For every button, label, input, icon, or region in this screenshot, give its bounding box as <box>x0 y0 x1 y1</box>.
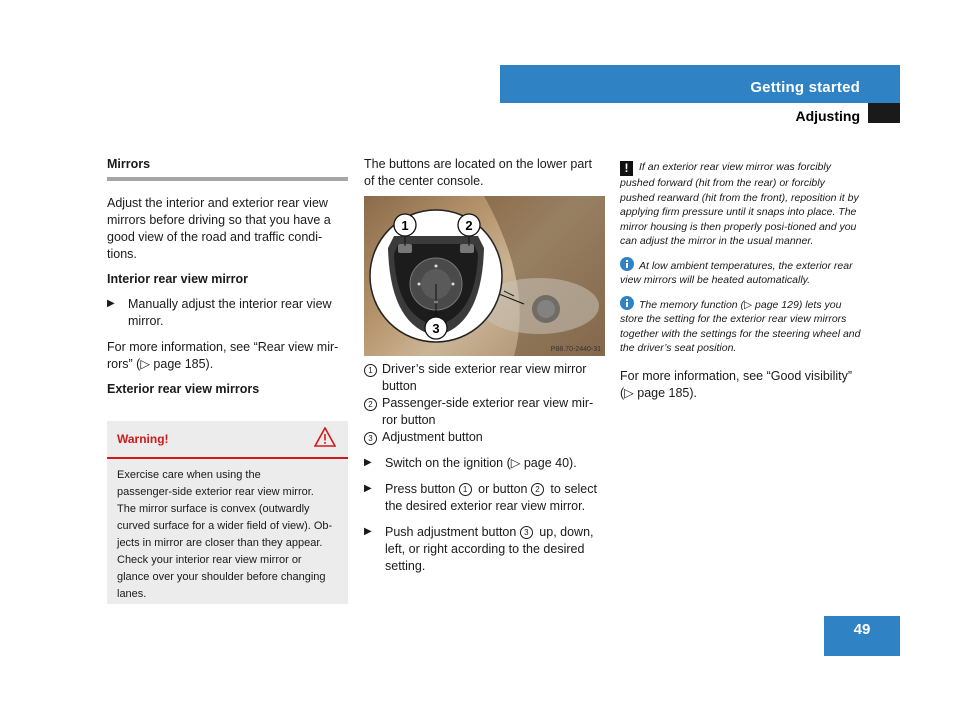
note-text: If an exterior rear view mirror was forcibly pushed forward (hit from the rear) or forcibly pushed rearward (hit from the front), reposition it by applying firm pressure until it snaps into place. The mirror housing is then properly posi-tioned and you can adjust the mirror in the usual manner. <box>620 161 859 247</box>
step-switch-ignition <box>364 455 605 472</box>
step-text: Push adjustment button <box>385 525 520 539</box>
legend-item <box>364 361 605 395</box>
callout-2: 2 <box>465 218 473 233</box>
warning-header <box>107 421 348 459</box>
interior-mirror-heading: Interior rear view mirror <box>107 272 249 286</box>
good-visibility-more-info: For more information, see “Good visibility” (▷ page 185). <box>620 368 853 400</box>
info-icon <box>620 257 634 271</box>
warning-line: lanes. <box>117 588 147 600</box>
exclamation-icon: ! <box>620 161 633 176</box>
interior-mirror-more-info: For more information, see “Rear view mir-rors” (▷ page 185). <box>107 340 339 371</box>
mirror-control-figure <box>364 196 605 356</box>
warning-title: Warning! <box>117 432 169 446</box>
interior-mirror-step <box>107 296 348 330</box>
buttons-location-text: The buttons are located on the lower part of the center console. <box>364 157 592 188</box>
warning-body <box>107 459 348 603</box>
step-text: Switch on the ignition (▷ page 40). <box>385 456 577 470</box>
legend-item <box>364 429 605 446</box>
info-icon <box>620 296 634 310</box>
legend-number: 2 <box>364 398 377 411</box>
bullet-arrow-icon: ▶ <box>107 298 115 309</box>
legend-text: Driver’s side exterior rear view mirror button <box>382 362 587 393</box>
step-text: or button <box>474 482 531 496</box>
legend-number: 1 <box>364 364 377 377</box>
inline-number: 1 <box>459 483 472 496</box>
note-text: The memory function (▷ page 129) lets you store the setting for the exterior rear view mirrors together with the settings for the steering wheel and the driver’s seat position. <box>620 298 861 354</box>
warning-line: Exercise care when using the <box>117 469 261 481</box>
warning-line: jects in mirror are closer than they appear. <box>117 537 323 549</box>
warning-triangle-icon <box>314 427 336 452</box>
subsection-title: Adjusting <box>795 108 860 124</box>
inline-number: 2 <box>531 483 544 496</box>
legend-item <box>364 395 605 429</box>
page-number: 49 <box>853 621 871 638</box>
step-press-button <box>364 481 605 515</box>
step-text: to select the desired exterior rear view mirror. <box>385 482 597 513</box>
page-number-box <box>824 616 900 656</box>
callout-3: 3 <box>432 321 440 336</box>
mirrors-intro: Adjust the interior and exterior rear view mirrors before driving so that you have a good view of the road and traffic condi-tions. <box>107 196 331 261</box>
warning-box <box>107 421 348 604</box>
heading-rule <box>107 177 348 181</box>
callout-1: 1 <box>401 218 409 233</box>
note-heated-mirrors <box>620 257 862 288</box>
legend-number: 3 <box>364 432 377 445</box>
exterior-mirror-heading: Exterior rear view mirrors <box>107 382 260 396</box>
warning-line: Check your interior rear view mirror or <box>117 554 302 566</box>
legend-text: Passenger-side exterior rear view mir-ror button <box>382 396 594 427</box>
column-middle-body <box>364 361 605 584</box>
mirrors-heading: Mirrors <box>107 157 151 171</box>
note-forced-mirror <box>620 160 862 249</box>
header-marker-block <box>868 103 900 123</box>
bullet-arrow-icon: ▶ <box>364 457 372 468</box>
bullet-arrow-icon: ▶ <box>364 526 372 537</box>
column-left <box>107 156 348 406</box>
column-right <box>620 160 862 410</box>
mirror-control-illustration <box>364 196 605 356</box>
interior-mirror-step-text: Manually adjust the interior rear view mirror. <box>128 297 332 328</box>
section-title: Getting started <box>750 79 860 96</box>
warning-line: The mirror surface is convex (outwardly <box>117 503 310 515</box>
note-text: At low ambient temperatures, the exterior rear view mirrors will be heated automatically. <box>620 259 853 286</box>
warning-line: curved surface for a wider field of view). Ob- <box>117 520 333 532</box>
bullet-arrow-icon: ▶ <box>364 483 372 494</box>
step-push-adjustment <box>364 524 605 575</box>
step-text: up, down, left, or right according to the desired setting. <box>385 525 594 573</box>
inline-number: 3 <box>520 526 533 539</box>
figure-id-label: P88.70-2440-31 <box>550 346 601 353</box>
warning-line: passenger-side exterior rear view mirror. <box>117 486 314 498</box>
warning-line: glance over your shoulder before changing <box>117 571 326 583</box>
note-memory-function <box>620 296 862 356</box>
column-middle-intro <box>364 156 605 198</box>
legend-text: Adjustment button <box>382 430 483 444</box>
step-text: Press button <box>385 482 459 496</box>
